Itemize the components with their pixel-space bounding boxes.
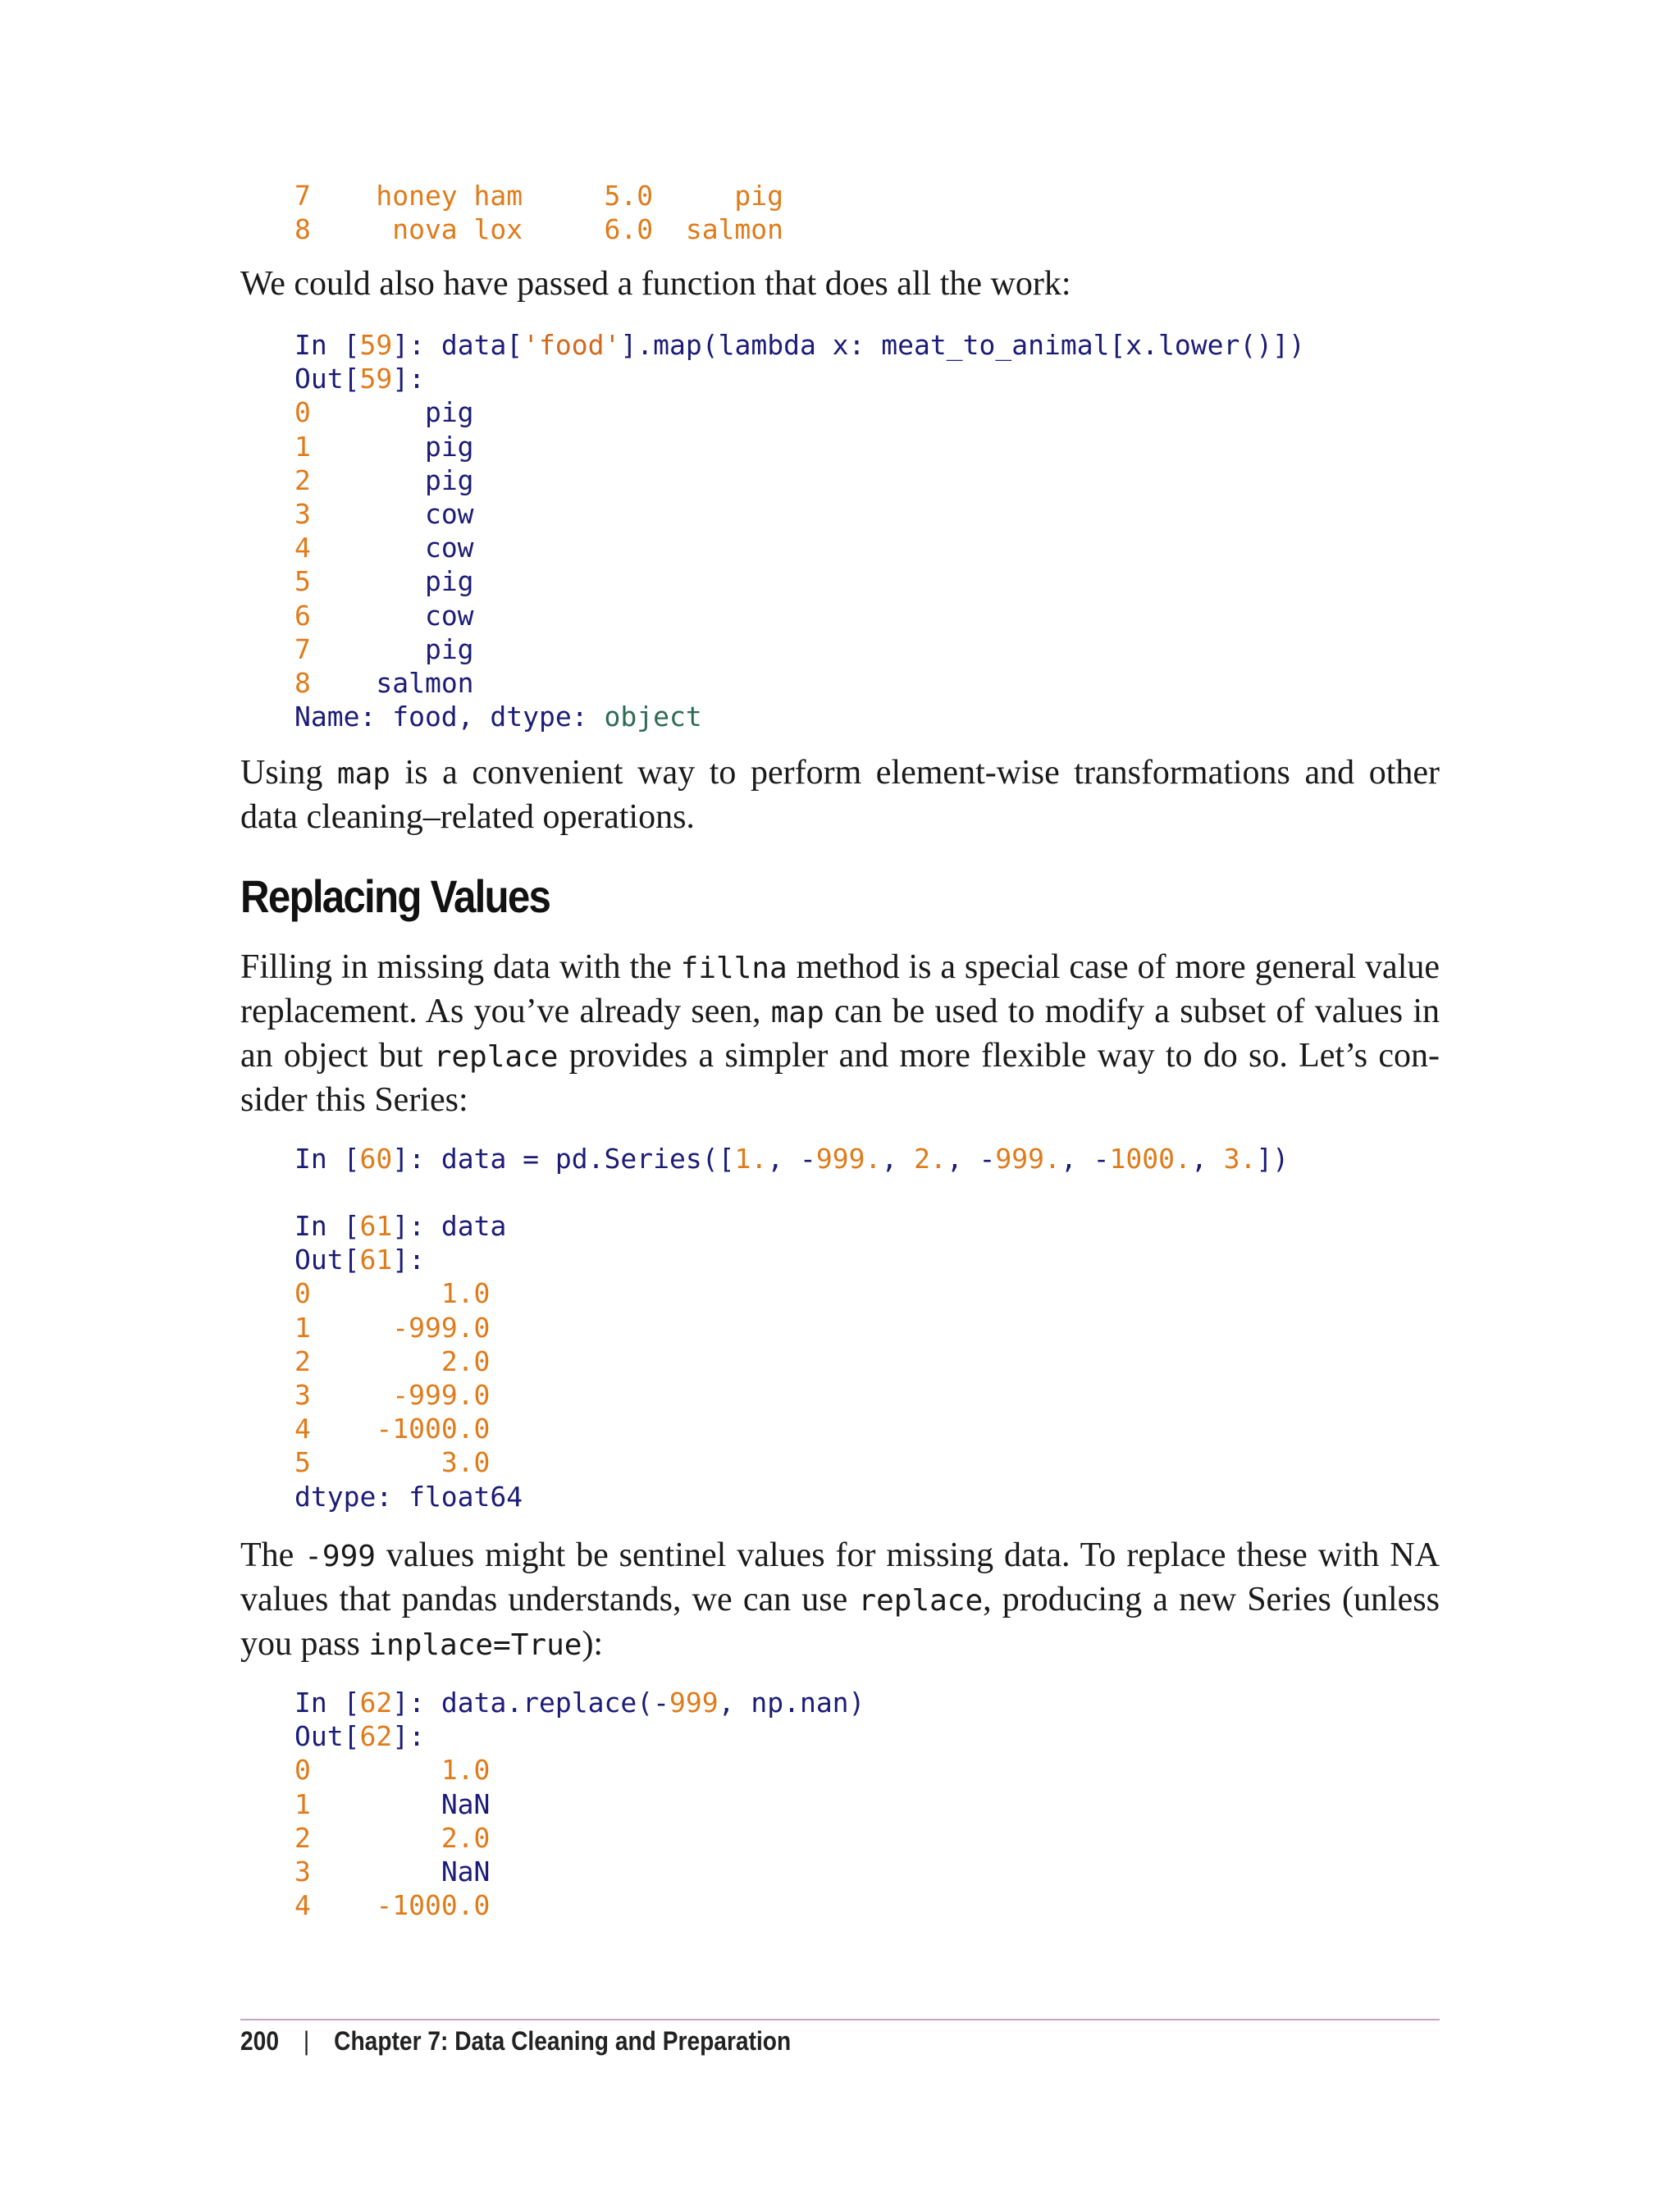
paragraph: We could also have passed a function that does all the work: [240,265,1071,303]
chapter-title: Chapter 7: Data Cleaning and Preparation [334,2026,792,2056]
code-block-top [240,179,1440,246]
page-footer [240,2026,791,2057]
paragraph: The -999 values might be sentinel values for missing data. To replace these with NA values that pandas understands, we can use replace, producing a new Series (unless you pass inplace=True): [240,1536,1440,1663]
code-block-62 [240,1686,1440,1922]
inline-code: replace [433,1040,559,1074]
code-block-61 [240,1209,1440,1513]
code-line: 7 honey ham 5.0 pig [294,180,784,212]
code-text: In [60]: data = pd.Series([1., -999., 2., -999., -1000., 3.]) [294,1143,1290,1175]
section-heading: Replacing Values [240,870,550,922]
inline-code: map [770,996,824,1029]
footer-separator: | [303,2026,310,2056]
code-line: 8 nova lox 6.0 salmon [294,213,784,246]
inline-code: replace [858,1584,984,1618]
inline-code: inplace=True [368,1628,582,1662]
code-block-60 [240,1142,1440,1176]
code-block-59 [240,328,1440,733]
code-text: In [61]: data Out[61]: 0 1.0 1 -999.0 2 2.0 3 -999.0 4 -1000.0 5 3.0 dtype: float64 [294,1210,523,1513]
paragraph: Using map is a convenient way to perform element-wise transformations and other data cleaning–related operations. [240,754,1440,836]
code-text: In [59]: data['food'].map(lambda x: meat_to_animal[x.lower()]) Out[59]: 0 pig 1 pig 2 pig 3 cow 4 cow 5 pig 6 cow 7 pig 8 salmon Name: food, dtype: object [294,329,1305,733]
code-text: In [62]: data.replace(-999, np.nan) Out[62]: 0 1.0 1 NaN 2 2.0 3 NaN 4 -1000.0 [294,1687,865,1922]
footer-rule [240,2019,1440,2020]
inline-code: map [336,757,390,791]
inline-code: -999 [304,1540,376,1573]
page-number: 200 [240,2026,279,2056]
inline-code: fillna [680,952,788,985]
paragraph: Filling in missing data with the fillna method is a special case of more general value replacement. As you’ve already seen, map can be used to modify a subset of values in an object but replace provides a simpler and more flexible way to do so. Let’s consider this Series: [240,948,1440,1119]
